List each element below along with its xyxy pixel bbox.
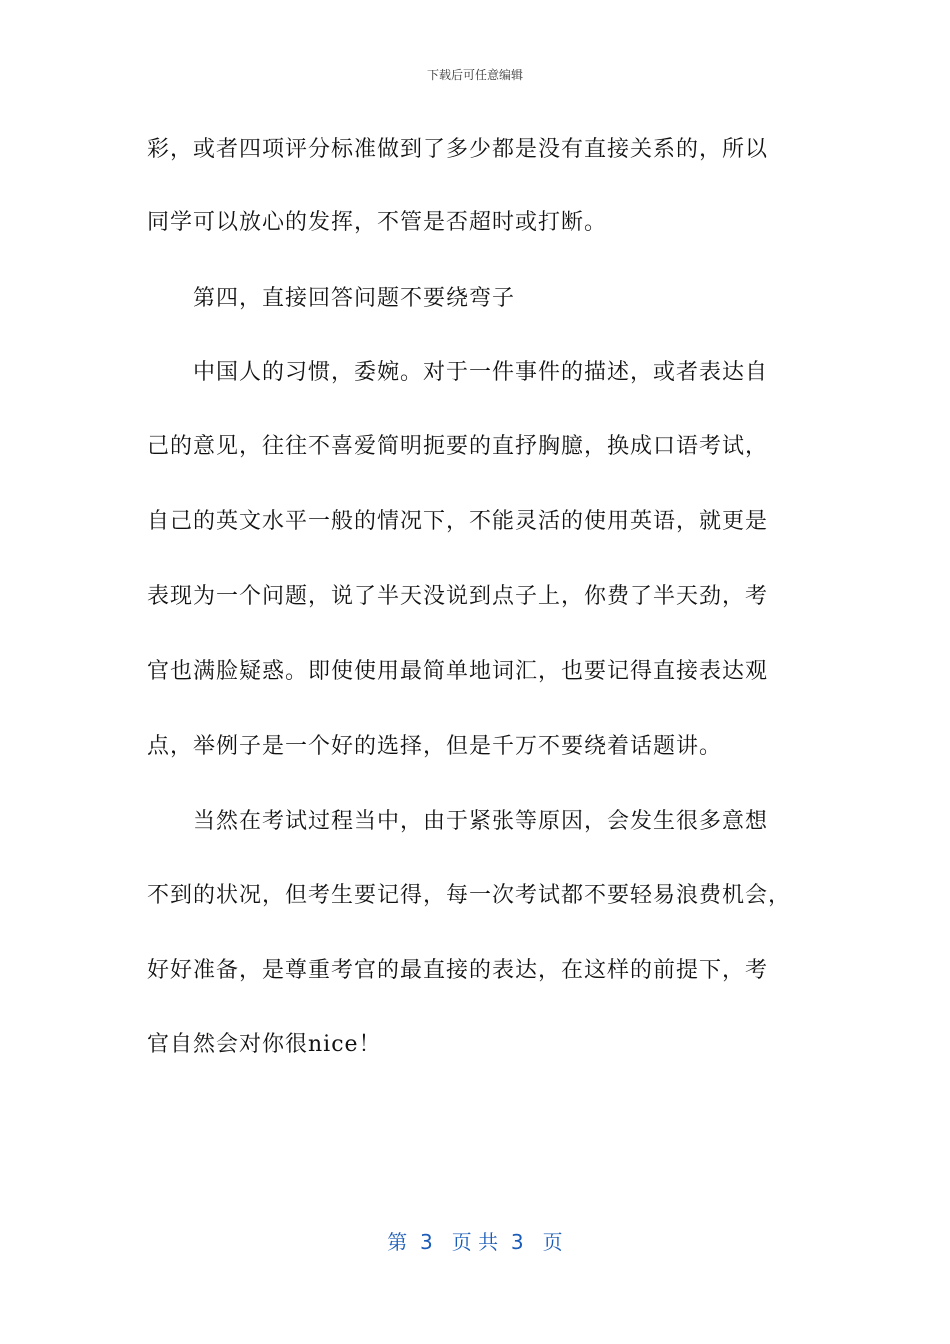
- page-number-text: 第 3 页 共 3 页: [387, 1230, 563, 1254]
- text-line: 表现为一个问题，说了半天没说到点子上，你费了半天劲，考: [147, 584, 769, 609]
- page-number-footer: [0, 1226, 950, 1255]
- text-line: 不到的状况，但考生要记得，每一次考试都不要轻易浪费机会，: [147, 883, 792, 908]
- text-line: 好好准备，是尊重考官的最直接的表达，在这样的前提下，考: [147, 958, 769, 983]
- text-line: 点，举例子是一个好的选择，但是千万不要绕着话题讲。: [147, 734, 723, 759]
- text-line: 彩，或者四项评分标准做到了多少都是没有直接关系的，所以: [147, 137, 769, 162]
- section-heading: 第四，直接回答问题不要绕弯子: [193, 286, 516, 311]
- text-line: 当然在考试过程当中，由于紧张等原因，会发生很多意想: [193, 809, 769, 834]
- text-line: 中国人的习惯，委婉。对于一件事件的描述，或者表达自: [193, 360, 769, 385]
- text-line: 官也满脸疑惑。即使使用最简单地词汇，也要记得直接表达观: [147, 659, 769, 684]
- text-line: 同学可以放心的发挥，不管是否超时或打断。: [147, 210, 608, 235]
- text-line: 自己的英文水平一般的情况下，不能灵活的使用英语，就更是: [147, 509, 769, 534]
- text-line: 官自然会对你很nice！: [147, 1032, 382, 1057]
- page-header: 下载后可任意编辑: [426, 68, 523, 82]
- text-line: 己的意见，往往不喜爱简明扼要的直抒胸臆，换成口语考试，: [147, 434, 769, 459]
